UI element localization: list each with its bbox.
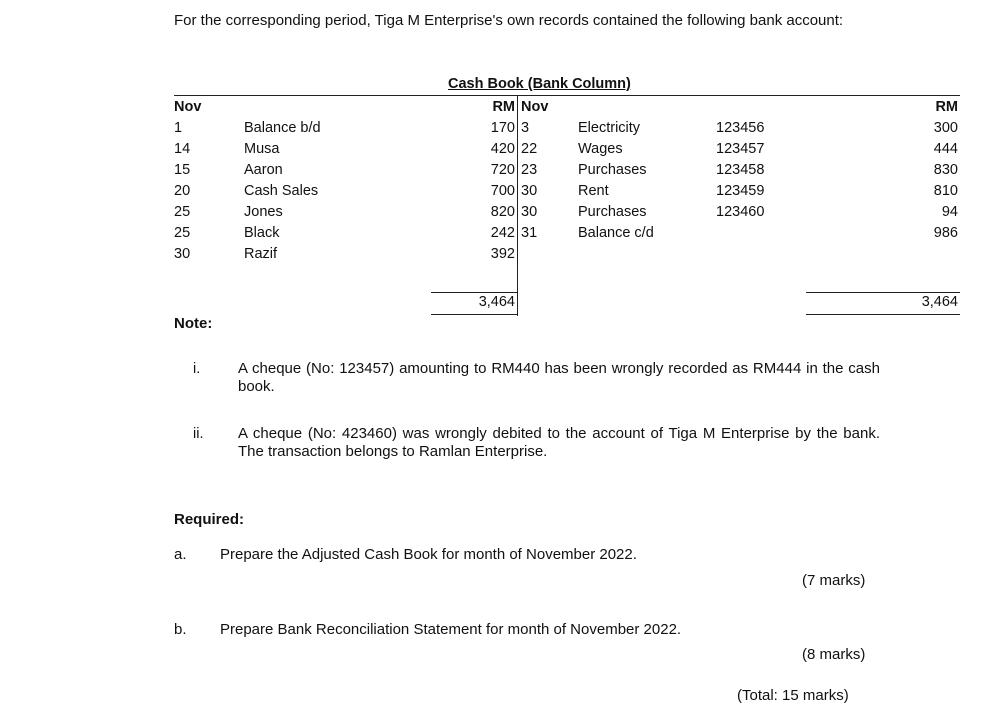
credit-cheque-no: 123458 — [716, 162, 765, 178]
credit-cheque-no: 123457 — [716, 141, 765, 157]
debit-date: 14 — [174, 141, 191, 157]
debit-amount: 392 — [490, 246, 515, 262]
debit-particulars: Musa — [244, 141, 280, 157]
notes-heading: Note: — [174, 315, 213, 332]
task-letter: a. — [174, 546, 187, 563]
cash-book-title: Cash Book (Bank Column) — [448, 76, 631, 92]
debit-amount: 820 — [490, 204, 515, 220]
debit-date: 15 — [174, 162, 191, 178]
credit-particulars: Purchases — [578, 204, 647, 220]
credit-cheque-no: 123459 — [716, 183, 765, 199]
credit-total: 3,464 — [921, 294, 958, 310]
debit-total: 3,464 — [478, 294, 515, 310]
debit-amount: 242 — [490, 225, 515, 241]
task-marks: (7 marks) — [802, 572, 866, 589]
credit-particulars: Balance c/d — [578, 225, 654, 241]
note-number: i. — [193, 361, 201, 377]
credit-total-bottom-rule — [806, 314, 960, 315]
total-marks: (Total: 15 marks) — [737, 687, 849, 704]
debit-amount: 420 — [490, 141, 515, 157]
credit-particulars: Rent — [578, 183, 609, 199]
debit-amount: 720 — [490, 162, 515, 178]
debit-particulars: Cash Sales — [244, 183, 319, 199]
credit-cheque-no: 123456 — [716, 120, 765, 136]
debit-date: 25 — [174, 204, 191, 220]
task-text: Prepare the Adjusted Cash Book for month of November 2022. — [220, 546, 637, 563]
debit-date-header: Nov — [174, 99, 202, 115]
credit-amount: 830 — [933, 162, 958, 178]
credit-date: 31 — [521, 225, 538, 241]
debit-particulars: Aaron — [244, 162, 283, 178]
credit-amount: 444 — [933, 141, 958, 157]
debit-date: 20 — [174, 183, 191, 199]
credit-date: 3 — [521, 120, 530, 136]
credit-date: 23 — [521, 162, 538, 178]
credit-amount: 810 — [933, 183, 958, 199]
credit-date: 30 — [521, 204, 538, 220]
note-text: A cheque (No: 123457) amounting to RM440 has been wrongly recorded as RM444 in the cash book. — [238, 360, 880, 395]
credit-particulars: Electricity — [578, 120, 641, 136]
credit-amount: 300 — [933, 120, 958, 136]
credit-date-header: Nov — [521, 99, 549, 115]
note-text: A cheque (No: 423460) was wrongly debited to the account of Tiga M Enterprise by the bank. The transaction belongs to Ramlan Enterprise. — [238, 425, 880, 460]
task-marks: (8 marks) — [802, 646, 866, 663]
intro-paragraph: For the corresponding period, Tiga M Enterprise's own records contained the following bank account: — [174, 12, 844, 29]
debit-particulars: Black — [244, 225, 280, 241]
required-heading: Required: — [174, 511, 245, 528]
debit-amount-header: RM — [492, 99, 515, 115]
credit-date: 22 — [521, 141, 538, 157]
task-letter: b. — [174, 621, 187, 638]
credit-amount-header: RM — [935, 99, 958, 115]
credit-particulars: Wages — [578, 141, 623, 157]
credit-amount: 986 — [933, 225, 958, 241]
credit-date: 30 — [521, 183, 538, 199]
debit-total-bottom-rule — [431, 314, 517, 315]
credit-particulars: Purchases — [578, 162, 647, 178]
center-divider — [517, 96, 518, 316]
credit-cheque-no: 123460 — [716, 204, 765, 220]
table-top-rule — [174, 95, 960, 96]
debit-particulars: Razif — [244, 246, 278, 262]
task-text: Prepare Bank Reconciliation Statement for month of November 2022. — [220, 621, 682, 638]
debit-particulars: Jones — [244, 204, 283, 220]
debit-date: 30 — [174, 246, 191, 262]
credit-amount: 94 — [941, 204, 958, 220]
debit-particulars: Balance b/d — [244, 120, 321, 136]
debit-amount: 700 — [490, 183, 515, 199]
note-number: ii. — [193, 426, 204, 442]
debit-amount: 170 — [490, 120, 515, 136]
debit-date: 25 — [174, 225, 191, 241]
debit-date: 1 — [174, 120, 183, 136]
